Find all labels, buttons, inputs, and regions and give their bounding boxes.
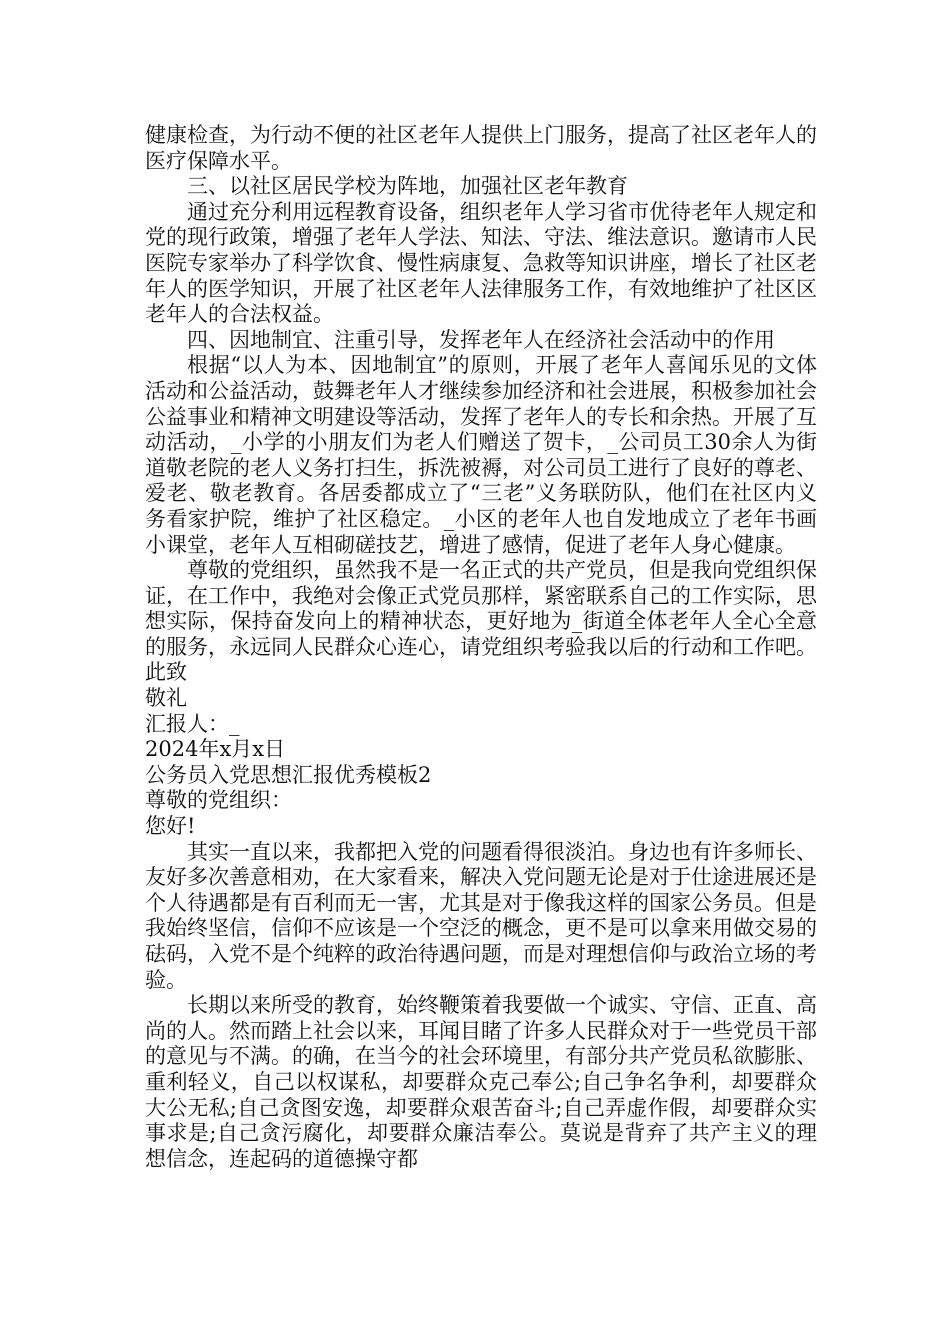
reporter-line: 汇报人：_ <box>145 711 240 736</box>
paragraph-education-long: 长期以来所受的教育，始终鞭策着我要做一个诚实、守信、正直、高尚的人。然而踏上社会以来，耳闻目睹了许多人民群众对于一些党员干部的意见与不满。的确，在当今的社会环境里，有部分共产党员私欲膨胀、重利轻义，自己以权谋私，却要群众克己奉公;自己争名争利，却要群众大公无私;自己贪图安逸，却要群众艰苦奋斗;自己弄虚作假，却要群众实事求是;自己贪污腐化，却要群众廉洁奉公。莫说是背弃了共产主义的理想信念，连起码的道德操守都 <box>145 993 817 1171</box>
document-page <box>145 123 817 1172</box>
section-heading-4: 四、因地制宜、注重引导，发挥老年人在经济社会活动中的作用 <box>187 327 775 352</box>
paragraph-pledge: 尊敬的党组织，虽然我不是一名正式的共产党员，但是我向党组织保证，在工作中，我绝对会像正式党员那样，紧密联系自己的工作实际，思想实际，保持奋发向上的精神状态，更好地为_街道全体老年人全心全意的服务，永远同人民群众心连心，请党组织考验我以后的行动和工作吧。 <box>145 558 817 659</box>
salutation: 尊敬的党组织： <box>145 788 292 813</box>
closing-jingli: 敬礼 <box>145 686 187 711</box>
paragraph-health-check: 健康检查，为行动不便的社区老年人提供上门服务，提高了社区老年人的医疗保障水平。 <box>145 123 817 173</box>
section-heading-3: 三、以社区居民学校为阵地，加强社区老年教育 <box>187 174 628 199</box>
paragraph-activities: 根据“以人为本、因地制宜”的原则，开展了老年人喜闻乐见的文体活动和公益活动，鼓舞老年人才继续参加经济和社会进展，积极参加社会公益事业和精神文明建设等活动，发挥了老年人的专长和余热。开展了互动活动，_小学的小朋友们为老人们赠送了贺卡，_公司员工30余人为街道敬老院的老人义务打扫生，拆洗被褥，对公司员工进行了良好的尊老、爱老、敬老教育。各居委都成立了“三老”义务联防队，他们在社区内义务看家护院，维护了社区稳定。_小区的老年人也自发地成立了老年书画小课堂，老年人互相砌磋技艺，增进了感情，促进了老年人身心健康。 <box>145 353 817 557</box>
template-title-2: 公务员入党思想汇报优秀模板2 <box>145 762 432 787</box>
greeting: 您好! <box>145 814 196 839</box>
date-line: 2024年x月x日 <box>145 737 286 762</box>
paragraph-party-view: 其实一直以来，我都把入党的问题看得很淡泊。身边也有许多师长、友好多次善意相劝，在大家看来，解决入党问题无论是对于仕途进展还是个人待遇都是有百利而无一害，尤其是对于像我这样的国家公务员。但是我始终坚信，信仰不应该是一个空泛的概念，更不是可以拿来用做交易的砝码，入党不是个纯粹的政治待遇问题，而是对理想信仰与政治立场的考验。 <box>145 839 817 992</box>
paragraph-education: 通过充分利用远程教育设备，组织老年人学习省市优待老年人规定和党的现行政策，增强了老年人学法、知法、守法、维法意识。邀请市人民医院专家举办了科学饮食、慢性病康复、急救等知识讲座，增长了社区老年人的医学知识，开展了社区老年人法律服务工作，有效地维护了社区区老年人的合法权益。 <box>145 199 817 327</box>
closing-cizhi: 此致 <box>145 660 187 685</box>
